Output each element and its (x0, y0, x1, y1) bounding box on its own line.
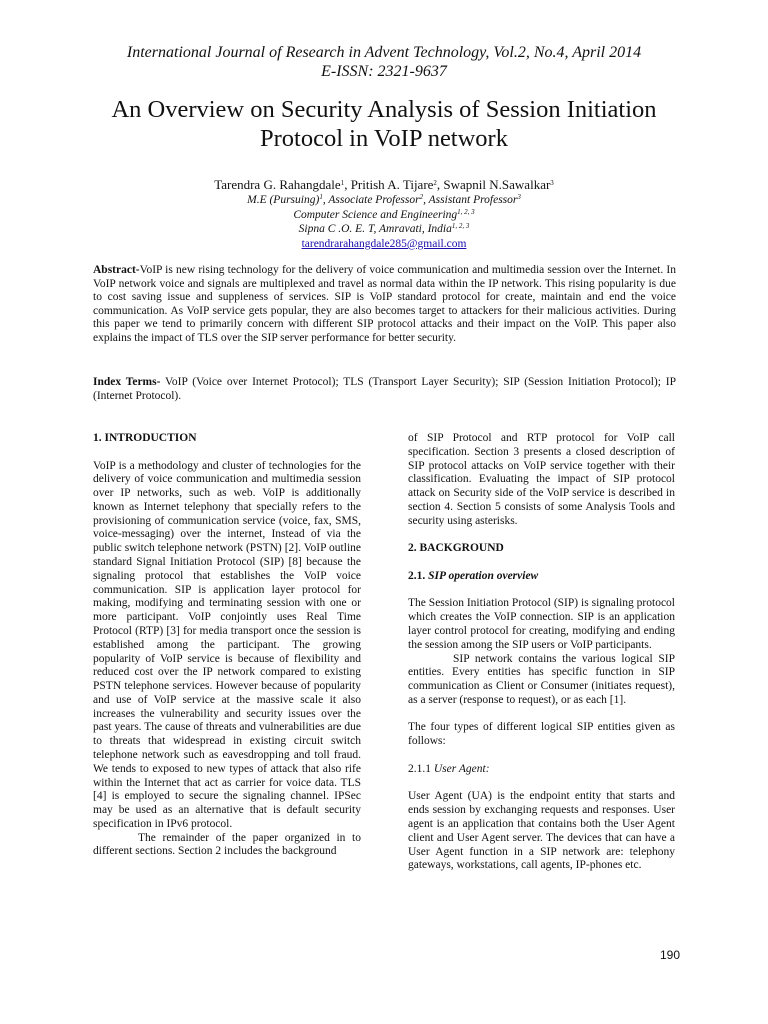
journal-issn: E-ISSN: 2321-9637 (321, 63, 447, 80)
index-terms-label: Index Terms- (93, 376, 161, 388)
affiliation-department (0, 208, 768, 223)
background-paragraph-3: The four types of different logical SIP entities given as follows: (408, 721, 675, 748)
subsubsection-title: User Agent: (433, 762, 490, 775)
affiliation-block (0, 193, 768, 251)
section-heading-introduction: 1. INTRODUCTION (93, 432, 197, 444)
role-text: Associate Professor (328, 194, 420, 206)
subsubsection-heading-user-agent (408, 763, 675, 777)
paper-title (60, 95, 708, 153)
role-text: Assistant Professor (428, 194, 518, 206)
paper-title-line-1: An Overview on Security Analysis of Session Initiation (111, 96, 657, 123)
abstract (93, 264, 676, 346)
institute-text: Sipna C .O. E. T, Amravati, India (298, 223, 452, 236)
intro-paragraph-2-continued: of SIP Protocol and RTP protocol for VoIP call specification. Section 3 presents a closed description of SIP protocol attacks on VoIP service together with their classification. Evaluating the impact of SIP protocol attack on Security side of the VoIP service is described in section 4. Section 5 consists of some Analysis Tools and security using asterisks. (408, 432, 675, 527)
page-number: 190 (659, 948, 680, 962)
subsection-number: 2.1. (408, 569, 429, 582)
author-name: Swapnil N.Sawalkar (443, 177, 551, 192)
subsubsection-number: 2.1.1 (408, 762, 434, 775)
left-column (93, 432, 361, 859)
author-sup: 1 (340, 179, 345, 187)
background-paragraph-4: User Agent (UA) is the endpoint entity that starts and ends session by exchanging requests and responses. User agent is an application that contains both the User Agent client and User Agent server. The devices that can have a User Agent function in a SIP network are: telephony gateways, workstations, call agents, IP-phones etc. (408, 790, 675, 872)
author-name: Pritish A. Tijare (350, 177, 434, 192)
author-list: Tarendra G. Rahangdale$^1$, Pritish A. Tijare$^2$, Swapnil N.Sawalkar$^3$ (214, 177, 554, 192)
index-terms-text: VoIP (Voice over Internet Protocol); TLS (Transport Layer Security); SIP (Session Initiation Protocol); IP (Internet Protocol). (93, 376, 676, 402)
department-sup: 1, 2, 3 (457, 207, 475, 216)
section-heading-background: 2. BACKGROUND (408, 542, 504, 555)
subsection-title: SIP operation overview (428, 569, 539, 582)
background-paragraph-1: The Session Initiation Protocol (SIP) is signaling protocol which creates the VoIP connection. SIP is an application layer control protocol for creating, modifying and ending the session among the SIP users or VoIP participants. (408, 597, 675, 651)
role-sup: 2 (419, 193, 424, 201)
department-text: Computer Science and Engineering (293, 208, 458, 221)
abstract-text: VoIP is new rising technology for the delivery of voice communication and multimedia session over the Internet. In VoIP network voice and signals are multiplexed and travel as normal data within the IP network. This rising popularity is due to cost saving issue and suppleness of services. SIP is VoIP standard protocol for create, maintain and end the voice communication. As VoIP service gets popular, they are also becomes target to attackers for their malicious activities. During this paper we tend to primarily concern with different SIP protocol attacks and their impact on the VoIP. This paper also explains the impact of TLS over the SIP server performance for better security. (93, 264, 676, 344)
role-sup: 3 (517, 193, 521, 201)
paper-title-line-2: Protocol in VoIP network (260, 125, 508, 152)
journal-citation: International Journal of Research in Advent Technology, Vol.2, No.4, April 2014 (126, 44, 642, 61)
email-link[interactable]: tarendrarahangdale285@gmail.com (301, 237, 467, 250)
intro-paragraph-2: The remainder of the paper organized in to different sections. Section 2 includes the background (93, 831, 361, 858)
intro-paragraph-1: VoIP is a methodology and cluster of technologies for the delivery of voice communication and multimedia session over IP networks, such as web. VoIP is additionally known as Internet telephony that specially refers to the provisioning of communication service (voice, fax, SMS, voice-messaging) over the internet, Instead of via the public switch telephone network (PSTN) [2]. VoIP outline standard Signal Initiation Protocol (SIP) [8] because the signaling protocol that establishes the VoIP voice communication. SIP is application layer protocol for making, modifying and terminating session with one or more participant. VoIP conjointly uses Real Time Protocol (RTP) [3] for media transport once the session is established among the participant. The growing popularity of VoIP service is because of flexibility and reduced cost over the IP network compared to existing PSTN telephone services. However because of popularity and use of VoIP service at the massive scale it also increases the vulnerability and security issues over the past years. The cause of threats and vulnerabilities are due to threats that widespread in existing circuit switch telephone network such as eavesdropping and toll fraud. We tends to exposed to new types of attack that also rife within the Internet that act as carrier for voice data. TLS [4] is employed to secure the signaling channel. IPSec may be used as an alternative that is default security specification in IPv6 protocol. (93, 459, 362, 830)
institute-sup: 1, 2, 3 (451, 222, 470, 231)
index-terms (93, 376, 676, 403)
role-text: M.E (Pursuing) (247, 194, 320, 206)
subsection-heading-sip-overview (408, 570, 675, 584)
right-column (408, 432, 675, 873)
author-name: Tarendra G. Rahangdale (214, 177, 341, 192)
author-sup: 3 (550, 179, 554, 187)
abstract-label: Abstract- (93, 264, 140, 276)
journal-header (0, 43, 768, 81)
author-sup: 2 (433, 179, 437, 187)
affiliation-institute (0, 222, 768, 237)
affiliation-roles: M.E (Pursuing)$^1$, Associate Professor$^2$, Assistant Professor$^3$ (247, 193, 521, 206)
role-sup: 1 (319, 193, 323, 201)
background-paragraph-2: SIP network contains the various logical SIP entities. Every entities has specific function in SIP communication as Client or Consumer (initiates request), as a server (response to request), or as each [1]. (408, 652, 675, 706)
